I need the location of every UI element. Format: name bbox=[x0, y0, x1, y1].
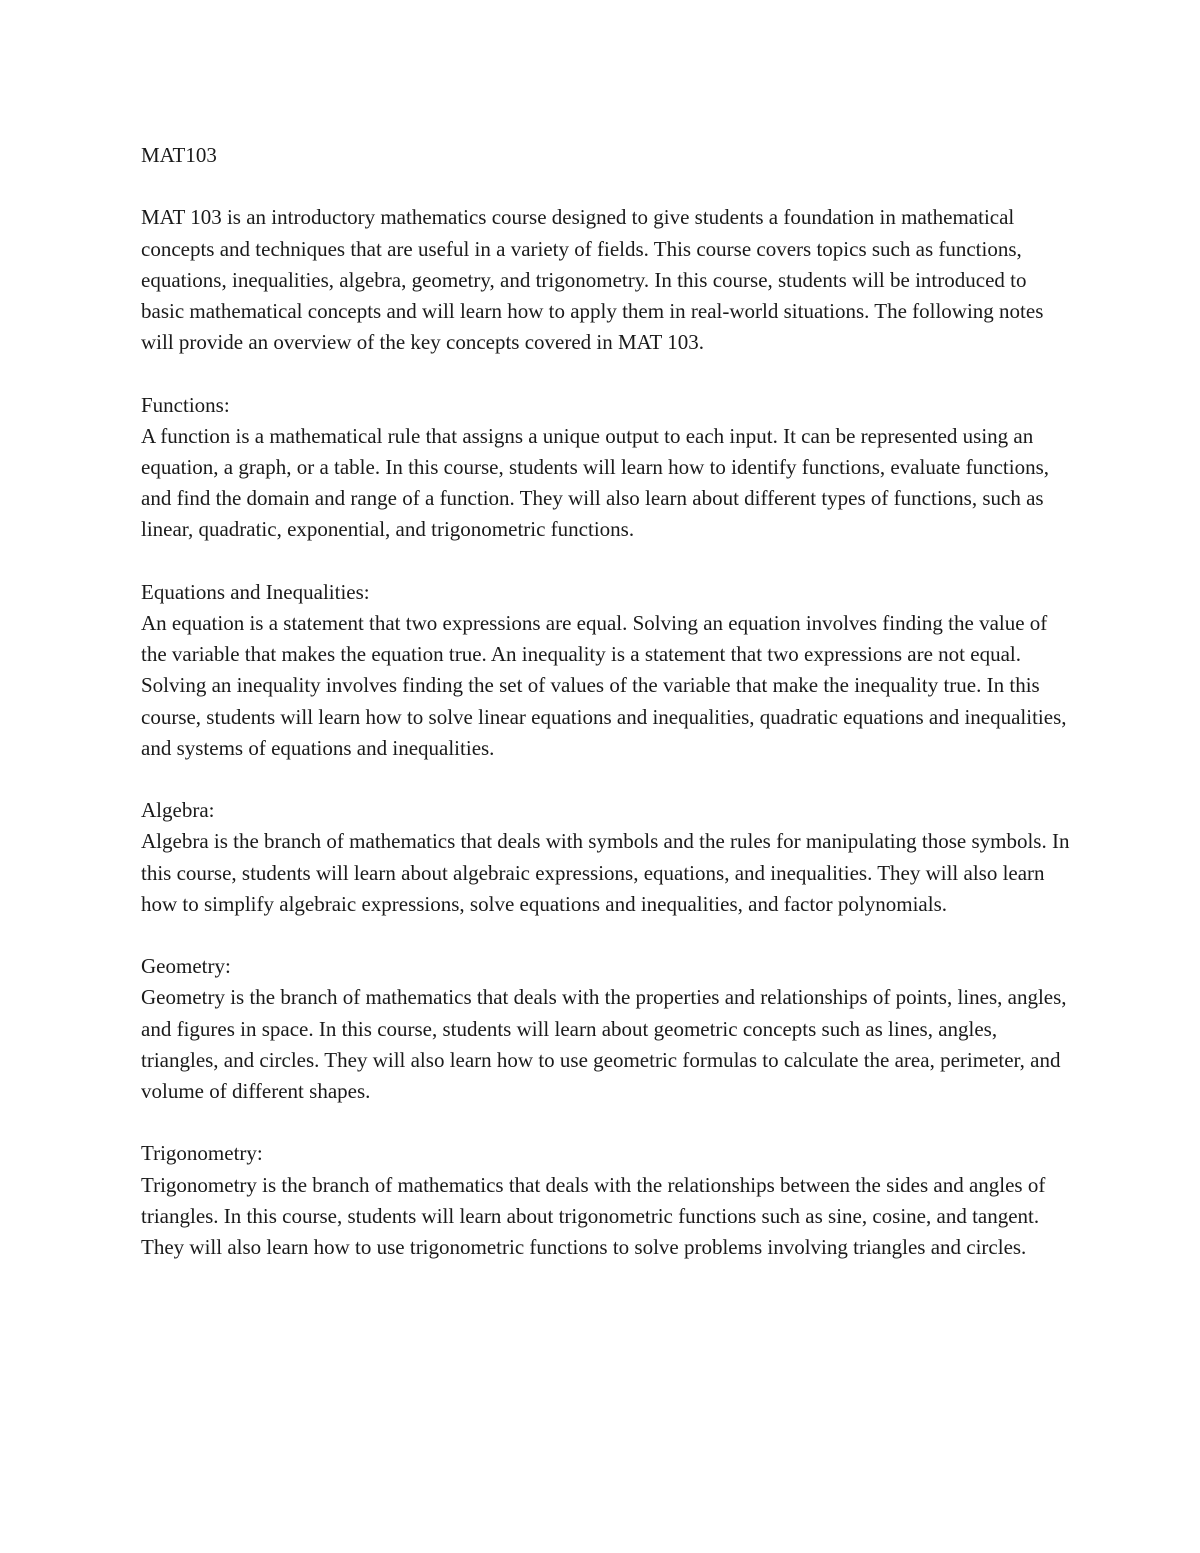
section-geometry bbox=[141, 951, 1071, 1107]
document-content bbox=[141, 140, 1071, 1294]
section-trigonometry bbox=[141, 1138, 1071, 1263]
section-algebra bbox=[141, 795, 1071, 920]
section-body: Geometry is the branch of mathematics that deals with the properties and relationships of points, lines, angles, and figures in space. In this course, students will learn about geometric concepts such as lines, angles, triangles, and circles. They will also learn how to use geometric formulas to calculate the area, perimeter, and volume of different shapes. bbox=[141, 985, 1067, 1104]
section-body: A function is a mathematical rule that assigns a unique output to each input. It can be represented using an equation, a graph, or a table. In this course, students will learn how to identify functions, evaluate functions, and find the domain and range of a function. They will also learn about different types of functions, such as linear, quadratic, exponential, and trigonometric functions. bbox=[141, 423, 1050, 542]
intro-paragraph: MAT 103 is an introductory mathematics course designed to give students a foundation in mathematical concepts and techniques that are useful in a variety of fields. This course covers topics such as functions, equations, inequalities, algebra, geometry, and trigonometry. In this course, students will be introduced to basic mathematical concepts and will learn how to apply them in real-world situations. The following notes will provide an overview of the key concepts covered in MAT 103. bbox=[141, 205, 1044, 355]
document-title: MAT103 bbox=[141, 143, 217, 167]
section-heading: Geometry: bbox=[141, 954, 231, 979]
section-heading: Algebra: bbox=[141, 798, 215, 823]
section-body: Algebra is the branch of mathematics that deals with symbols and the rules for manipulating those symbols. In this course, students will learn about algebraic expressions, equations, and inequalities. They will also learn how to simplify algebraic expressions, solve equations and inequalities, and factor polynomials. bbox=[141, 829, 1070, 916]
section-body: An equation is a statement that two expressions are equal. Solving an equation involves finding the value of the variable that makes the equation true. An inequality is a statement that two expressions are not equal. Solving an inequality involves finding the set of values of the variable that make the inequality true. In this course, students will learn how to solve linear equations and inequalities, quadratic equations and inequalities, and systems of equations and inequalities. bbox=[141, 611, 1067, 760]
section-heading: Trigonometry: bbox=[141, 1141, 263, 1166]
section-functions bbox=[141, 390, 1071, 546]
section-body: Trigonometry is the branch of mathematics that deals with the relationships between the sides and angles of triangles. In this course, students will learn about trigonometric functions such as sine, cosine, and tangent. They will also learn how to use trigonometric functions to solve problems involving triangles and circles. bbox=[141, 1172, 1046, 1260]
section-equations-inequalities bbox=[141, 577, 1071, 764]
section-heading: Equations and Inequalities: bbox=[141, 579, 370, 604]
section-heading: Functions: bbox=[141, 392, 230, 417]
